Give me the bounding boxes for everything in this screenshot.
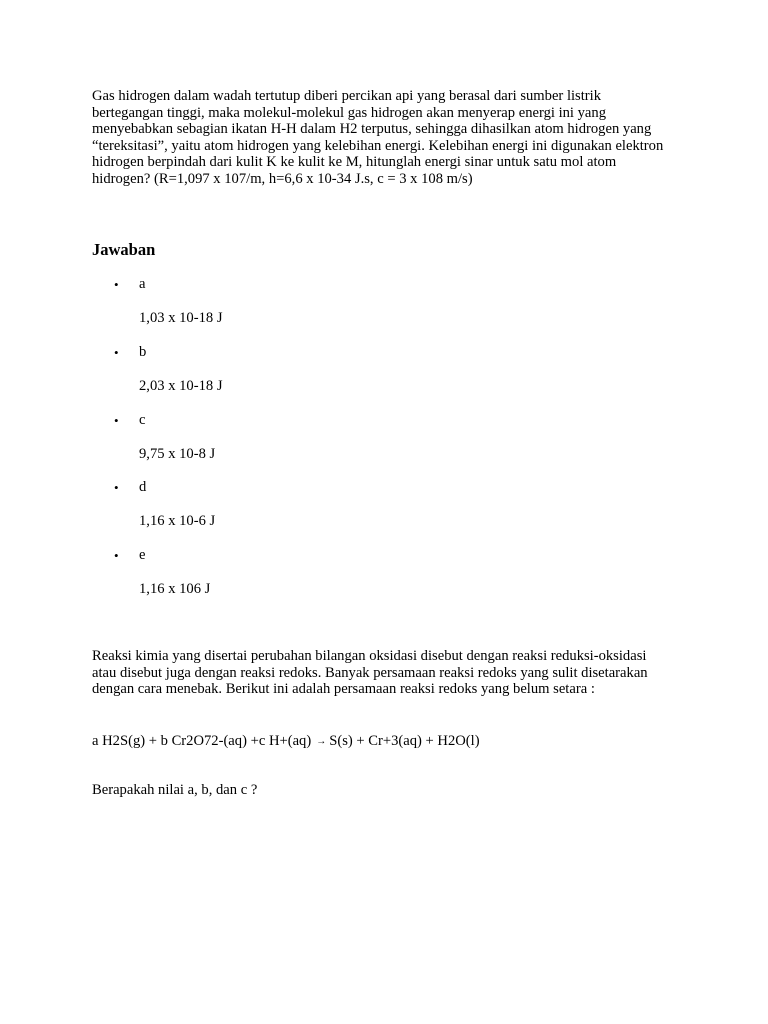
redox-equation [92, 733, 480, 750]
option-letter: c [139, 411, 146, 428]
option-value: 9,75 x 10-8 J [139, 445, 216, 462]
option-value: 1,03 x 10-18 J [139, 310, 223, 326]
answer-option-a [92, 276, 592, 344]
bullet-icon: • [114, 548, 119, 564]
answers-heading: Jawaban [92, 240, 156, 259]
equation-products: S(s) + Cr+3(aq) + H2O(l) [329, 733, 480, 749]
problem-2-question: Berapakah nilai a, b, dan c ? [92, 781, 258, 798]
option-letter: e [139, 547, 146, 564]
problem-1-text: Gas hidrogen dalam wadah tertutup diberi percikan api yang berasal dari sumber listrik bertegangan tinggi, maka molekul-molekul gas hidrogen akan menyerap energi ini yang menyebabkan sebagian ikatan H-H dalam H2 terputus, sehingga dihasilkan atom hidrogen yang “tereksitasi”, yaitu atom hidrogen yang kelebihan energi. Kelebihan energi ini digunakan elektron hidrogen berpindah dari kulit K ke kulit ke M, hitunglah energi sinar untuk satu mol atom hidrogen? (R=1,097 x 107/m, h=6,6 x 10-34 J.s, c = 3 x 108 m/s) [92, 88, 664, 187]
answer-options-list [92, 276, 592, 615]
problem-2-text: Reaksi kimia yang disertai perubahan bilangan oksidasi disebut dengan reaksi reduksi-oksidasi atau disebut juga dengan reaksi redoks. Banyak persamaan reaksi redoks yang sulit disetarakan dengan cara menebak. Berikut ini adalah persamaan reaksi redoks yang belum setara : [92, 648, 648, 697]
option-letter: d [139, 479, 147, 496]
answer-option-e [92, 547, 592, 615]
bullet-icon: • [114, 344, 119, 360]
bullet-icon: • [114, 480, 119, 496]
option-value: 1,16 x 106 J [139, 581, 211, 598]
option-value: 1,16 x 10-6 J [139, 513, 216, 530]
bullet-icon: • [114, 412, 119, 428]
option-value: 2,03 x 10-18 J [139, 377, 223, 394]
document-page [92, 88, 672, 798]
answer-option-d [92, 479, 592, 547]
bullet-icon: • [114, 277, 119, 292]
equation-reactants: a H2S(g) + b Cr2O72-(aq) +c H+(aq) [92, 733, 312, 749]
arrow-icon: → [316, 736, 327, 747]
answer-option-c [92, 412, 592, 480]
option-letter: a [139, 276, 146, 292]
answer-option-b [92, 344, 592, 412]
option-letter: b [139, 343, 147, 360]
